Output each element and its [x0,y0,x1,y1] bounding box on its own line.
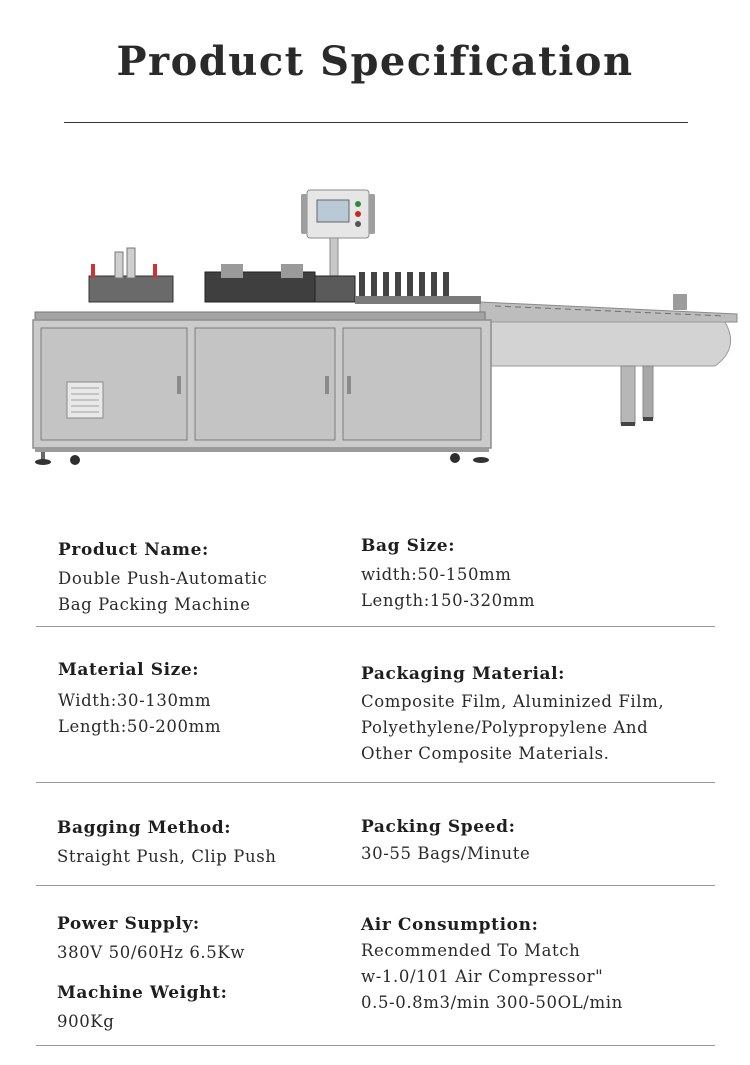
title-divider [64,122,688,123]
machine-image [25,180,745,480]
spec-label: Power Supply: [57,914,200,934]
conveyor-belt [480,302,737,322]
spec-value: 0.5-0.8m3/min 300-50OL/min [361,993,623,1012]
spec-value: Length:50-200mm [58,717,222,736]
spec-value: Straight Push, Clip Push [57,847,277,866]
conveyor-leg [621,366,635,424]
spec-label: Material Size: [58,660,200,680]
spec-bag-size [361,535,535,614]
table-top [35,312,485,320]
spec-material-size [58,659,221,740]
spec-product-name [58,539,267,618]
door-handle [325,376,329,394]
spec-label: Packing Speed: [361,817,516,837]
spec-bagging-method [57,817,277,870]
spec-value: Double Push-Automatic [58,569,268,588]
conveyor-leg [643,366,653,418]
spec-label: Product Name: [58,540,209,560]
spec-label: Bagging Method: [57,818,232,838]
spec-value: Other Composite Materials. [361,744,610,763]
page-title: Product Specification [116,38,634,85]
top-mechanism [89,248,481,304]
spec-value: Polyethylene/Polypropylene And [361,718,649,737]
door-handle [347,376,351,394]
row-divider [36,1045,715,1046]
spec-label: Packaging Material: [361,664,566,684]
row-divider [36,885,715,886]
spec-value: Bag Packing Machine [58,595,251,614]
spec-value: Length:150-320mm [361,591,536,610]
spec-packaging-material [361,663,664,767]
cabinet-door [195,328,335,440]
spec-power-supply [57,913,245,966]
spec-label: Air Consumption: [361,915,539,935]
spec-value: Composite Film, Aluminized Film, [361,692,665,711]
spec-value: Width:30-130mm [58,691,212,710]
spec-value: 900Kg [57,1012,115,1031]
spec-value: 380V 50/60Hz 6.5Kw [57,943,246,962]
spec-label: Bag Size: [361,536,456,556]
control-screen [317,200,349,222]
cabinet-door [343,328,481,440]
spec-machine-weight [57,982,227,1035]
conveyor-trough [480,322,731,366]
row-divider [36,626,715,627]
spec-label: Machine Weight: [57,983,228,1003]
spec-packing-speed [361,816,530,867]
spec-value: width:50-150mm [361,565,512,584]
cabinet-door [41,328,187,440]
spec-air-consumption [361,914,623,1016]
door-handle [177,376,181,394]
row-divider [36,782,715,783]
spec-value: 30-55 Bags/Minute [361,844,531,863]
spec-value: Recommended To Match [361,941,581,960]
spec-value: w-1.0/101 Air Compressor" [361,967,604,986]
